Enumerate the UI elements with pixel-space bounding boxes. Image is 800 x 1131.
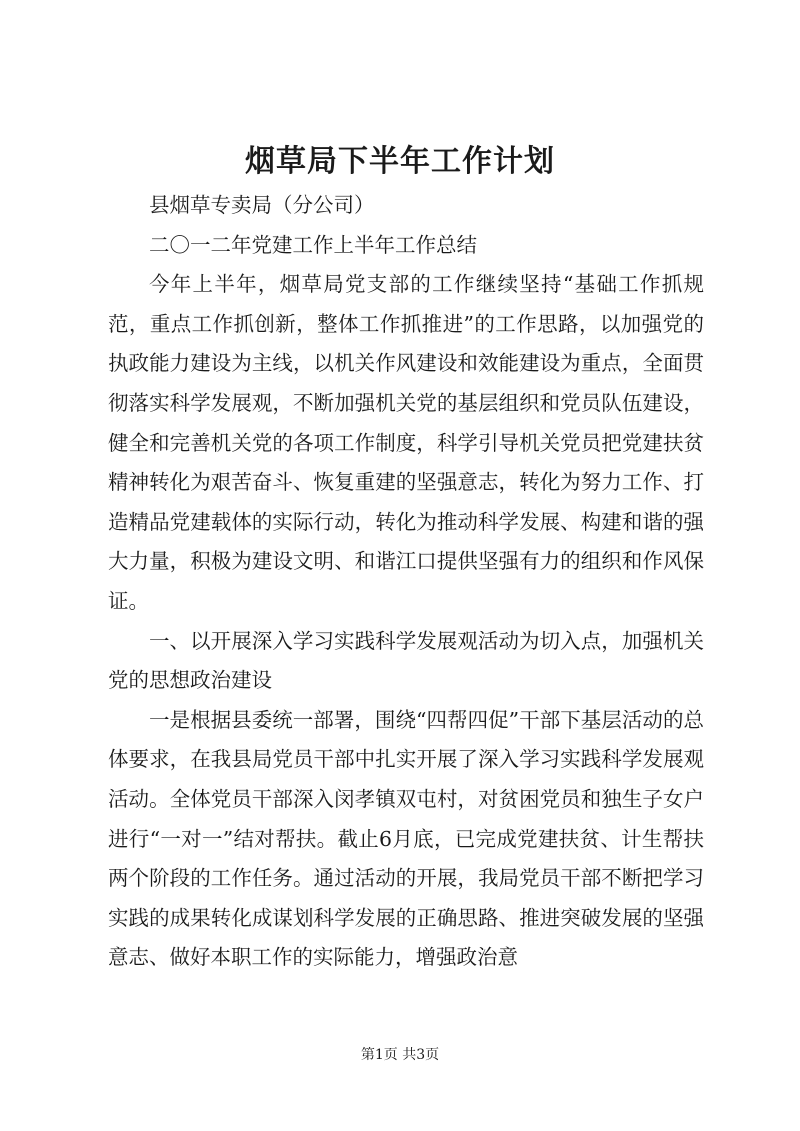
document-title: 烟草局下半年工作计划 [245, 144, 555, 179]
paragraph-subtitle: 二〇一二年党建工作上半年工作总结 [149, 232, 477, 257]
paragraph-section-body: 一是根据县委统一部署，围绕“四帮四促”干部下基层活动的总体要求，在我县局党员干部中扎实开展了深入学习实践科学发展观活动。全体党员干部深入闵孝镇双屯村，对贫困党员和独生子女户进行“一对一”结对帮扶。截止6月底，已完成党建扶贫、计生帮扶两个阶段的工作任务。通过活动的开展，我局党员干部不断把学习实践的成果转化成谋划科学发展的正确思路、推进突破发展的坚强意志、做好本职工作的实际能力，增强政治意 [108, 707, 704, 970]
document-body [108, 186, 704, 978]
paragraph-intro: 今年上半年，烟草局党支部的工作继续坚持“基础工作抓规范，重点工作抓创新，整体工作抓推进”的工作思路，以加强党的执政能力建设为主线，以机关作风建设和效能建设为重点，全面贯彻落实科学发展观，不断加强机关党的基层组织和党员队伍建设，健全和完善机关党的各项工作制度，科学引导机关党员把党建扶贫精神转化为艰苦奋斗、恢复重建的坚强意志，转化为努力工作、打造精品党建载体的实际行动，转化为推动科学发展、构建和谐的强大力量，积极为建设文明、和谐江口提供坚强有力的组织和作风保证。 [108, 272, 704, 613]
paragraph-section-heading: 一、以开展深入学习实践科学发展观活动为切入点，加强机关党的思想政治建设 [108, 628, 704, 693]
paragraph-issuer: 县烟草专卖局（分公司） [149, 193, 375, 217]
page-footer: 第1页 共3页 [360, 1047, 440, 1063]
